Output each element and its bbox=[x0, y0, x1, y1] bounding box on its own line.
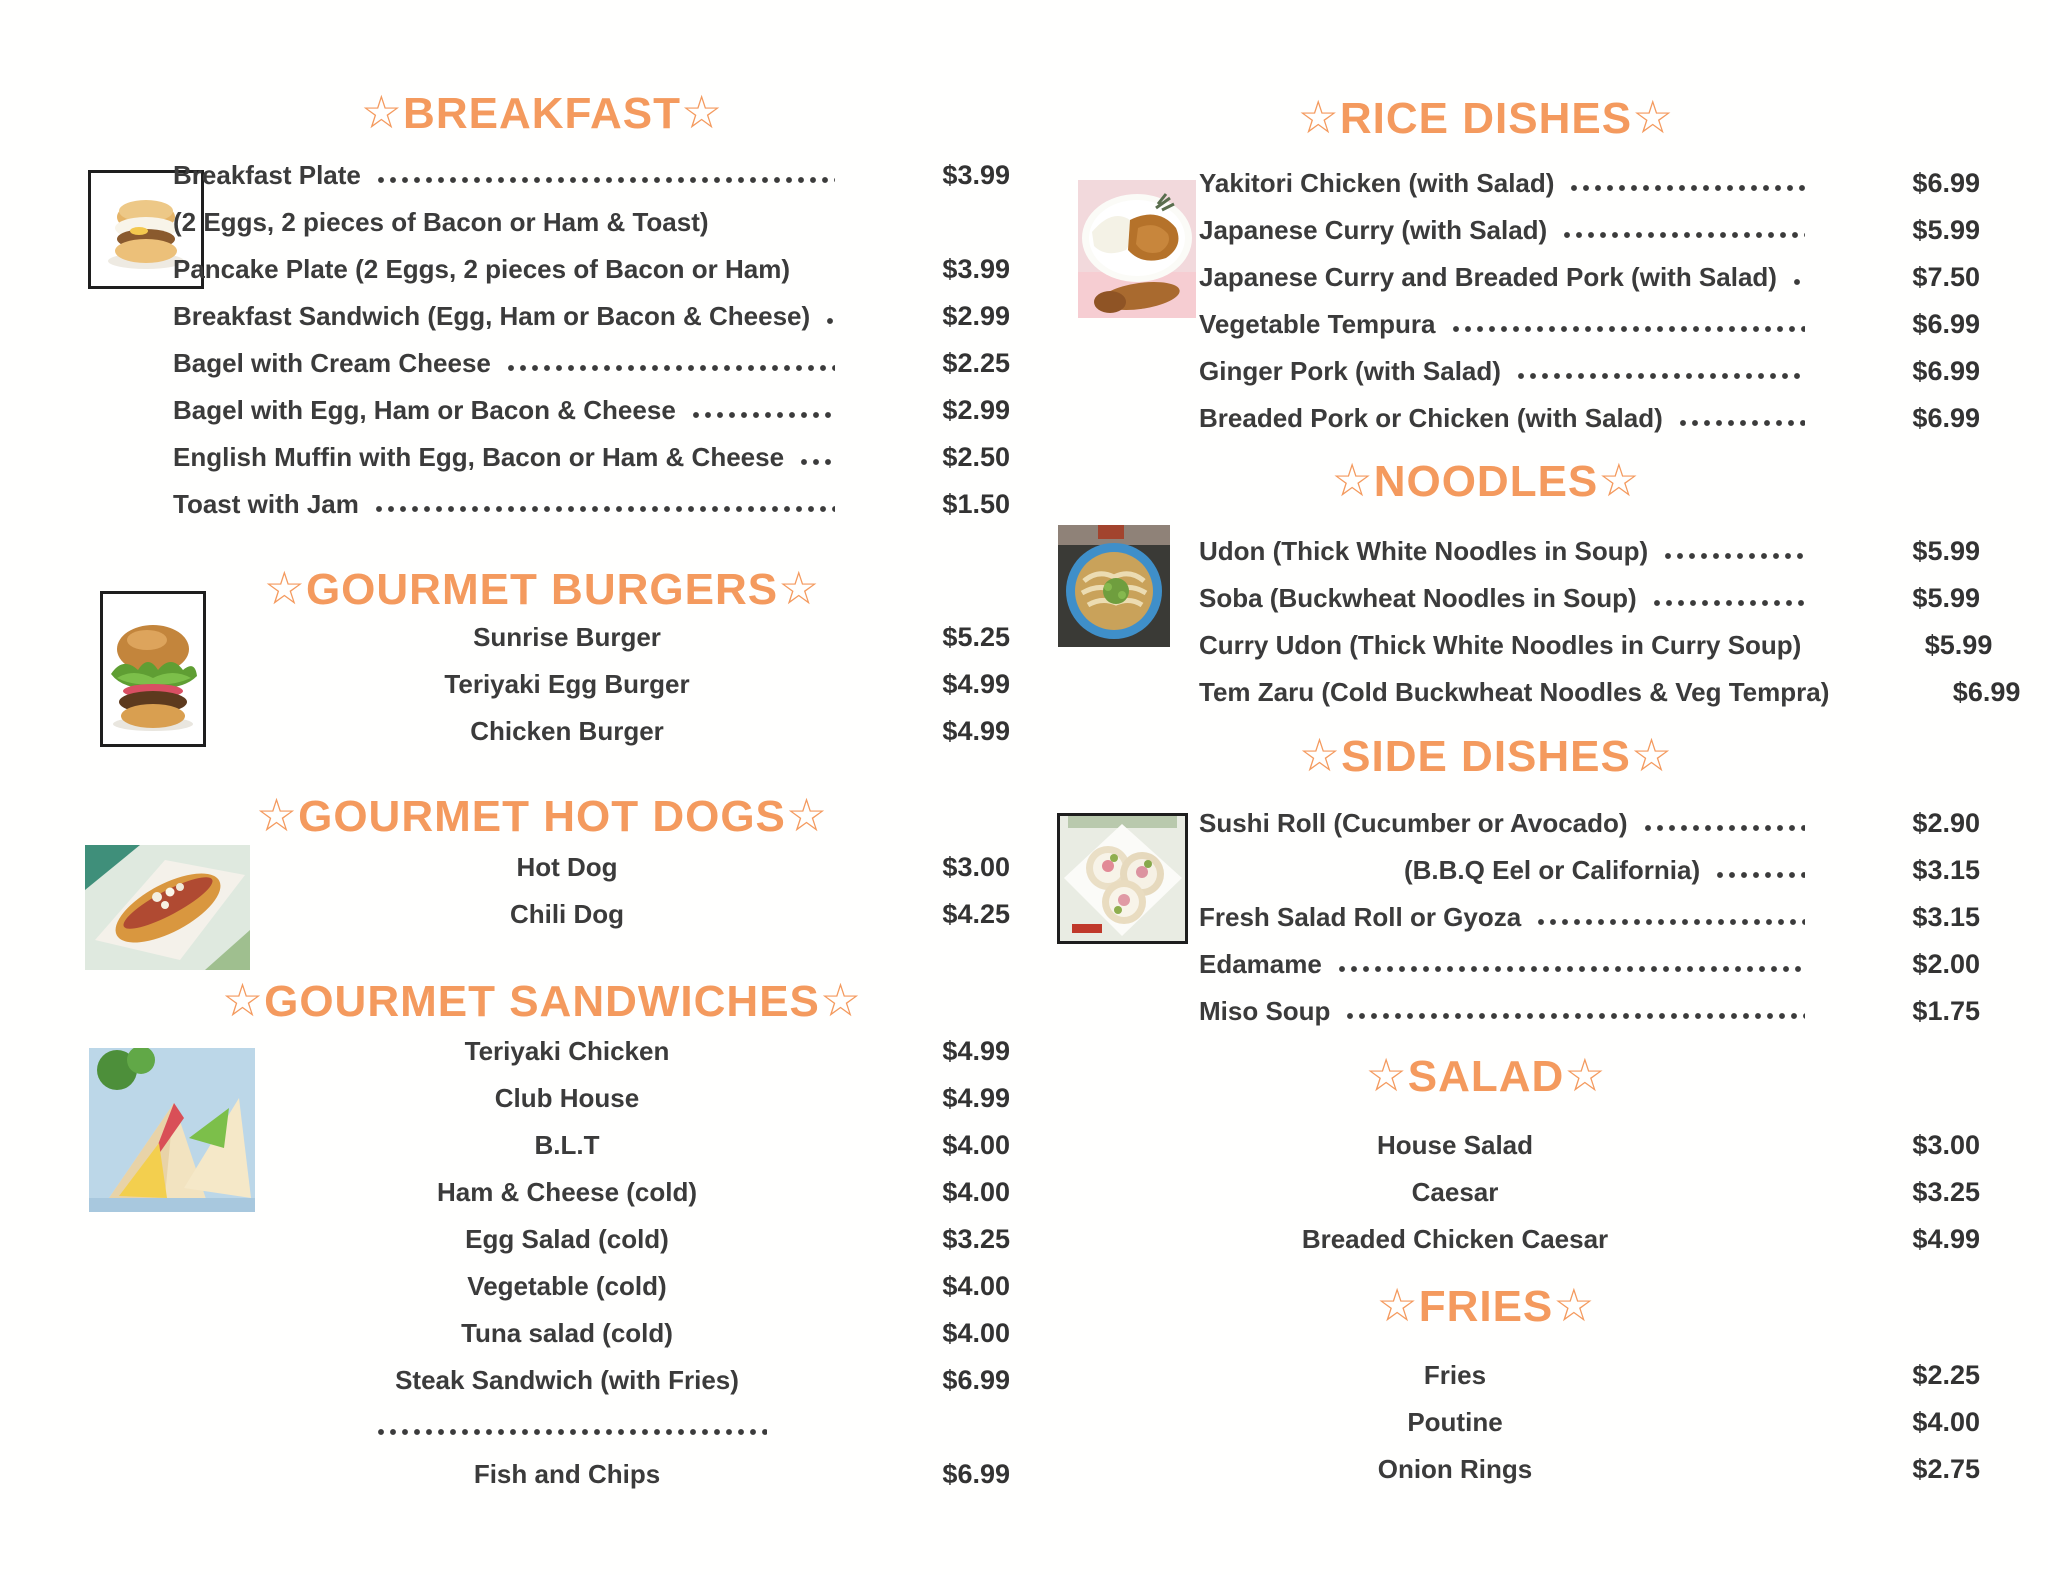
section-title-salad bbox=[1199, 1049, 1980, 1103]
menu-item-row bbox=[173, 844, 1010, 891]
curry-rice-icon bbox=[1078, 180, 1196, 318]
menu-item-row bbox=[1199, 1122, 1980, 1169]
menu-item-row bbox=[173, 481, 1010, 528]
menu-item-name: Vegetable (cold) bbox=[467, 1271, 667, 1301]
menu-item-name: Fish and Chips bbox=[473, 1459, 661, 1489]
menu-item-row bbox=[173, 1216, 1010, 1263]
menu-item-name: Breaded Chicken Caesar bbox=[1301, 1224, 1609, 1254]
dot-leader bbox=[1537, 918, 1805, 926]
menu-column-left bbox=[173, 0, 1010, 1575]
menu-item-name: Udon (Thick White Noodles in Soup) bbox=[1199, 536, 1649, 566]
menu-item-row bbox=[173, 199, 1010, 246]
section-title-text: SIDE DISHES bbox=[1341, 732, 1631, 781]
section-title-text: GOURMET SANDWICHES bbox=[264, 977, 820, 1026]
menu-item-name: Fresh Salad Roll or Gyoza bbox=[1199, 902, 1522, 932]
sushi-rolls-photo bbox=[1057, 813, 1188, 944]
star-icon: ☆ bbox=[819, 974, 863, 1026]
menu-item-row bbox=[1199, 395, 1980, 442]
menu-item-row bbox=[173, 1263, 1010, 1310]
star-icon: ☆ bbox=[680, 86, 724, 138]
menu-item-price: $5.25 bbox=[942, 622, 1010, 652]
menu-section-rice-dishes bbox=[1199, 160, 1980, 442]
menu-item-row bbox=[173, 614, 1010, 661]
menu-item-price: $6.99 bbox=[1952, 677, 2021, 707]
star-icon: ☆ bbox=[1632, 91, 1675, 143]
dot-leader bbox=[692, 411, 835, 419]
menu-item-row bbox=[173, 246, 1010, 293]
menu-item-price: $4.00 bbox=[1912, 1407, 1980, 1437]
dot-leader bbox=[1644, 824, 1805, 832]
menu-item-row bbox=[173, 1075, 1010, 1122]
menu-item-row bbox=[173, 1310, 1010, 1357]
menu-item-name: Breakfast Plate bbox=[173, 160, 361, 190]
section-title-gourmet-hot-dogs bbox=[173, 789, 1010, 843]
menu-section-noodles bbox=[1199, 528, 2021, 716]
curry-rice-photo bbox=[1078, 180, 1196, 318]
udon-noodle-bowl-photo bbox=[1058, 525, 1170, 647]
sushi-rolls-icon bbox=[1060, 816, 1185, 941]
section-title-text: FRIES bbox=[1418, 1282, 1554, 1331]
menu-item-name: Chicken Burger bbox=[470, 716, 664, 746]
section-title-rice-dishes bbox=[1199, 91, 1980, 145]
menu-section-gourmet-sandwiches bbox=[173, 1028, 1010, 1498]
menu-item-row bbox=[173, 434, 1010, 481]
section-title-text: GOURMET BURGERS bbox=[305, 565, 779, 614]
menu-item-price: $6.99 bbox=[1912, 168, 1980, 198]
menu-item-price: $6.99 bbox=[942, 1459, 1010, 1489]
dot-leader bbox=[1346, 1012, 1805, 1020]
menu-item-price: $5.99 bbox=[1912, 215, 1980, 245]
menu-item-name: Sunrise Burger bbox=[473, 622, 661, 652]
menu-item-price: $2.90 bbox=[1912, 808, 1980, 838]
dot-leader bbox=[377, 1428, 767, 1436]
menu-item-row bbox=[173, 387, 1010, 434]
star-icon: ☆ bbox=[778, 562, 821, 614]
menu-item-price: $4.00 bbox=[942, 1177, 1010, 1207]
menu-item-name: (B.B.Q Eel or California) bbox=[1404, 855, 1701, 885]
section-title-breakfast bbox=[173, 86, 1010, 140]
menu-item-name: English Muffin with Egg, Bacon or Ham & Cheese bbox=[173, 442, 785, 472]
menu-item-name: Fries bbox=[1423, 1360, 1487, 1390]
menu-item-row bbox=[1199, 1446, 1980, 1493]
menu-item-price: $4.99 bbox=[1912, 1224, 1980, 1254]
star-icon: ☆ bbox=[255, 789, 299, 841]
dot-leader bbox=[1653, 599, 1805, 607]
menu-item-name: Ham & Cheese (cold) bbox=[436, 1177, 698, 1207]
menu-item-name: Egg Salad (cold) bbox=[465, 1224, 669, 1254]
menu-item-price: $3.25 bbox=[942, 1224, 1010, 1254]
menu-item-price: $3.15 bbox=[1912, 902, 1980, 932]
menu-item-row bbox=[173, 1357, 1010, 1404]
menu-item-price: $5.99 bbox=[1912, 583, 1980, 613]
menu-item-row bbox=[1199, 348, 1980, 395]
star-icon: ☆ bbox=[221, 974, 265, 1026]
menu-item-name: Toast with Jam bbox=[173, 489, 359, 519]
menu-item-row bbox=[173, 1122, 1010, 1169]
dot-leader bbox=[507, 364, 835, 372]
menu-item-row bbox=[1199, 988, 1980, 1035]
dot-leader bbox=[1563, 231, 1805, 239]
menu-item-price: $3.99 bbox=[942, 160, 1010, 190]
menu-item-price: $3.00 bbox=[942, 852, 1010, 882]
section-title-text: GOURMET HOT DOGS bbox=[298, 792, 786, 841]
menu-item-name: Hot Dog bbox=[516, 852, 618, 882]
menu-item-row bbox=[1199, 622, 1993, 669]
dot-leader bbox=[1517, 372, 1805, 380]
dot-leader bbox=[1664, 552, 1805, 560]
menu-item-name: B.L.T bbox=[534, 1130, 600, 1160]
menu-item-name: Poutine bbox=[1407, 1407, 1503, 1437]
menu-section-fries bbox=[1199, 1352, 1980, 1493]
menu-item-name: Teriyaki Chicken bbox=[464, 1036, 670, 1066]
menu-item-row bbox=[173, 891, 1010, 938]
menu-item-row bbox=[173, 293, 1010, 340]
menu-item-row bbox=[173, 340, 1010, 387]
menu-item-price: $3.25 bbox=[1912, 1177, 1980, 1207]
dot-leader bbox=[1338, 965, 1805, 973]
menu-item-price: $2.99 bbox=[942, 301, 1010, 331]
star-icon: ☆ bbox=[1598, 454, 1641, 506]
menu-item-name: Yakitori Chicken (with Salad) bbox=[1199, 168, 1555, 198]
menu-item-name: Teriyaki Egg Burger bbox=[444, 669, 690, 699]
section-title-gourmet-sandwiches bbox=[173, 974, 1010, 1028]
menu-item-name: Bagel with Cream Cheese bbox=[173, 348, 491, 378]
menu-item-name: Soba (Buckwheat Noodles in Soup) bbox=[1199, 583, 1637, 613]
menu-item-row bbox=[1199, 669, 2021, 716]
menu-item-price: $4.00 bbox=[942, 1318, 1010, 1348]
dot-leader bbox=[1570, 184, 1805, 192]
menu-item-price: $4.99 bbox=[942, 1083, 1010, 1113]
star-icon: ☆ bbox=[1331, 454, 1374, 506]
menu-item-price: $3.15 bbox=[1912, 855, 1980, 885]
menu-item-name: Breaded Pork or Chicken (with Salad) bbox=[1199, 403, 1663, 433]
menu-item-name: Japanese Curry (with Salad) bbox=[1199, 215, 1548, 245]
menu-item-name: Onion Rings bbox=[1377, 1454, 1533, 1484]
menu-section-salad bbox=[1199, 1122, 1980, 1263]
menu-item-row bbox=[173, 1028, 1010, 1075]
udon-noodle-bowl-icon bbox=[1058, 525, 1170, 647]
section-title-fries bbox=[1199, 1279, 1980, 1333]
star-icon: ☆ bbox=[1376, 1279, 1419, 1331]
section-title-text: BREAKFAST bbox=[403, 89, 681, 138]
star-icon: ☆ bbox=[1297, 91, 1340, 143]
menu-section-side-dishes bbox=[1199, 800, 1980, 1035]
menu-item-name: Chili Dog bbox=[509, 899, 625, 929]
menu-item-price: $4.99 bbox=[942, 716, 1010, 746]
menu-item-price: $6.99 bbox=[1912, 356, 1980, 386]
menu-item-price: $1.50 bbox=[942, 489, 1010, 519]
menu-section-gourmet-burgers bbox=[173, 614, 1010, 755]
menu-item-row bbox=[173, 708, 1010, 755]
star-icon: ☆ bbox=[785, 789, 829, 841]
menu-item-name: Tem Zaru (Cold Buckwheat Noodles & Veg Tempra) bbox=[1199, 677, 1830, 707]
menu-item-name: Tuna salad (cold) bbox=[461, 1318, 673, 1348]
star-icon: ☆ bbox=[1298, 729, 1342, 781]
menu-item-price: $2.00 bbox=[1912, 949, 1980, 979]
menu-item-price: $4.00 bbox=[942, 1130, 1010, 1160]
menu-column-right bbox=[1199, 0, 2021, 1575]
menu-item-row bbox=[1199, 528, 1980, 575]
menu-item-row bbox=[173, 661, 1010, 708]
menu-item-row bbox=[173, 152, 1010, 199]
menu-item-price: $5.99 bbox=[1924, 630, 1993, 660]
menu-item-row bbox=[173, 1404, 1010, 1451]
menu-item-row bbox=[1199, 254, 1980, 301]
star-icon: ☆ bbox=[360, 86, 404, 138]
menu-item-row bbox=[1199, 800, 1980, 847]
dot-leader bbox=[1679, 419, 1805, 427]
section-title-side-dishes bbox=[1199, 729, 1980, 783]
menu-item-row bbox=[1199, 941, 1980, 988]
menu-item-price: $6.99 bbox=[1912, 403, 1980, 433]
menu-item-row bbox=[173, 1451, 1010, 1498]
section-title-gourmet-burgers bbox=[173, 562, 1010, 616]
dot-leader bbox=[1452, 325, 1806, 333]
section-title-text: RICE DISHES bbox=[1339, 94, 1633, 143]
menu-item-price: $6.99 bbox=[1912, 309, 1980, 339]
menu-item-price: $2.25 bbox=[1912, 1360, 1980, 1390]
menu-section-gourmet-hot-dogs bbox=[173, 844, 1010, 938]
menu-item-price: $2.75 bbox=[1912, 1454, 1980, 1484]
dot-leader bbox=[800, 458, 835, 466]
menu-item-name: Curry Udon (Thick White Noodles in Curry Soup) bbox=[1199, 630, 1802, 660]
menu-item-price: $2.50 bbox=[942, 442, 1010, 472]
dot-leader bbox=[1793, 278, 1805, 286]
menu-item-row bbox=[173, 1169, 1010, 1216]
menu-item-price: $4.99 bbox=[942, 1036, 1010, 1066]
menu-item-name: Miso Soup bbox=[1199, 996, 1331, 1026]
dot-leader bbox=[375, 505, 835, 513]
menu-item-row bbox=[1199, 1216, 1980, 1263]
menu-item-name: Caesar bbox=[1411, 1177, 1499, 1207]
menu-item-name: Club House bbox=[494, 1083, 640, 1113]
menu-item-price: $4.25 bbox=[942, 899, 1010, 929]
menu-item-row bbox=[1199, 301, 1980, 348]
menu-item-name: Ginger Pork (with Salad) bbox=[1199, 356, 1501, 386]
menu-item-name: Japanese Curry and Breaded Pork (with Salad) bbox=[1199, 262, 1777, 292]
menu-item-name: Bagel with Egg, Ham or Bacon & Cheese bbox=[173, 395, 676, 425]
menu-item-row bbox=[1199, 1169, 1980, 1216]
menu-item-row bbox=[1199, 207, 1980, 254]
menu-item-name: Steak Sandwich (with Fries) bbox=[395, 1365, 739, 1395]
menu-item-row bbox=[1199, 575, 1980, 622]
menu-item-row bbox=[1199, 1352, 1980, 1399]
star-icon: ☆ bbox=[1630, 729, 1674, 781]
menu-item-price: $6.99 bbox=[942, 1365, 1010, 1395]
menu-item-row bbox=[1199, 1399, 1980, 1446]
menu-item-price: $3.00 bbox=[1912, 1130, 1980, 1160]
menu-item-name: Breakfast Sandwich (Egg, Ham or Bacon & Cheese) bbox=[173, 301, 811, 331]
menu-item-row bbox=[1199, 847, 1980, 894]
menu-item-price: $4.00 bbox=[942, 1271, 1010, 1301]
menu-item-row bbox=[1199, 894, 1980, 941]
menu-item-price: $2.99 bbox=[942, 395, 1010, 425]
star-icon: ☆ bbox=[263, 562, 306, 614]
menu-item-price: $3.99 bbox=[942, 254, 1010, 284]
dot-leader bbox=[377, 176, 835, 184]
menu-item-name: (2 Eggs, 2 pieces of Bacon or Ham & Toast) bbox=[173, 207, 709, 237]
dot-leader bbox=[826, 317, 835, 325]
menu-item-price: $2.25 bbox=[942, 348, 1010, 378]
star-icon: ☆ bbox=[1564, 1049, 1607, 1101]
section-title-text: NOODLES bbox=[1373, 457, 1599, 506]
star-icon: ☆ bbox=[1365, 1049, 1408, 1101]
menu-item-name: Edamame bbox=[1199, 949, 1322, 979]
dot-leader bbox=[1716, 871, 1805, 879]
section-title-noodles bbox=[1199, 454, 1980, 508]
menu-item-price: $5.99 bbox=[1912, 536, 1980, 566]
section-title-text: SALAD bbox=[1407, 1052, 1565, 1101]
menu-item-price: $1.75 bbox=[1912, 996, 1980, 1026]
menu-item-price: $4.99 bbox=[942, 669, 1010, 699]
menu-section-breakfast bbox=[173, 152, 1010, 528]
menu-item-name: House Salad bbox=[1376, 1130, 1534, 1160]
menu-item-name: Sushi Roll (Cucumber or Avocado) bbox=[1199, 808, 1628, 838]
menu-item-price: $7.50 bbox=[1912, 262, 1980, 292]
menu-item-name: Pancake Plate (2 Eggs, 2 pieces of Bacon or Ham) bbox=[173, 254, 791, 284]
menu-item-row bbox=[1199, 160, 1980, 207]
menu-item-name: Vegetable Tempura bbox=[1199, 309, 1436, 339]
star-icon: ☆ bbox=[1553, 1279, 1596, 1331]
